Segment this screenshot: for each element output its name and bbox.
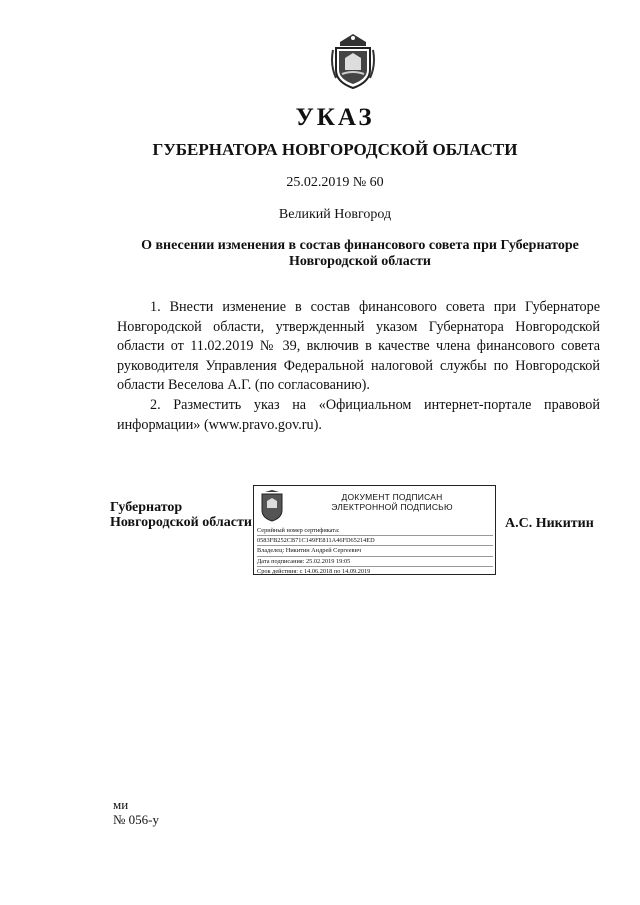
document-title: УКАЗ bbox=[295, 104, 375, 131]
document-heading bbox=[120, 238, 600, 270]
document-subtitle: ГУБЕРНАТОРА НОВГОРОДСКОЙ ОБЛАСТИ bbox=[152, 140, 518, 159]
stamp-cert-number: 0583FB252CB71C149FE811A46FD65214ED bbox=[257, 536, 493, 546]
stamp-cert-label: Серийный номер сертификата: bbox=[257, 526, 493, 536]
stamp-sign-date: Дата подписания: 25.02.2019 19:05 bbox=[257, 557, 493, 567]
stamp-details bbox=[257, 526, 493, 576]
coat-of-arms-icon bbox=[330, 30, 376, 90]
coat-of-arms-small-icon bbox=[259, 490, 285, 522]
stamp-validity: Срок действия: с 14.06.2018 по 14.09.2019 bbox=[257, 567, 371, 575]
stamp-owner: Владелец: Никитин Андрей Сергеевич bbox=[257, 546, 493, 556]
position-line-2: Новгородской области bbox=[110, 515, 252, 530]
footer-number: № 056-у bbox=[113, 812, 159, 827]
signatory-name: А.С. Никитин bbox=[505, 516, 594, 531]
stamp-header-line-2: ЭЛЕКТРОННОЙ ПОДПИСЬЮ bbox=[331, 502, 453, 512]
paragraph-2: 2. Разместить указ на «Официальном интернет-портале правовой информации» (www.pravo.gov.ru). bbox=[117, 396, 600, 433]
footer-note bbox=[113, 797, 159, 827]
document-body bbox=[117, 298, 600, 435]
position-line-1: Губернатор bbox=[110, 500, 183, 515]
city: Великий Новгород bbox=[278, 207, 392, 222]
footer-initials: ми bbox=[113, 797, 129, 812]
stamp-header bbox=[294, 492, 490, 512]
heading-line-2: Новгородской области bbox=[289, 254, 431, 269]
paragraph-1: 1. Внести изменение в состав финансового совета при Губернаторе Новгородской области, утвержденный указом Губернатора Новгородской области от 11.02.2019 № 39, включив в качестве члена финансового совета руководителя Управления Федеральной налоговой службы по Новгородской области Веселова А.Г. (по согласованию). bbox=[117, 299, 600, 394]
electronic-signature-stamp bbox=[253, 485, 496, 575]
heading-line-1: О внесении изменения в состав финансового совета при Губернаторе bbox=[141, 238, 579, 253]
date-and-number: 25.02.2019 № 60 bbox=[286, 175, 384, 190]
stamp-header-line-1: ДОКУМЕНТ ПОДПИСАН bbox=[341, 492, 443, 502]
signatory-position bbox=[110, 500, 252, 530]
